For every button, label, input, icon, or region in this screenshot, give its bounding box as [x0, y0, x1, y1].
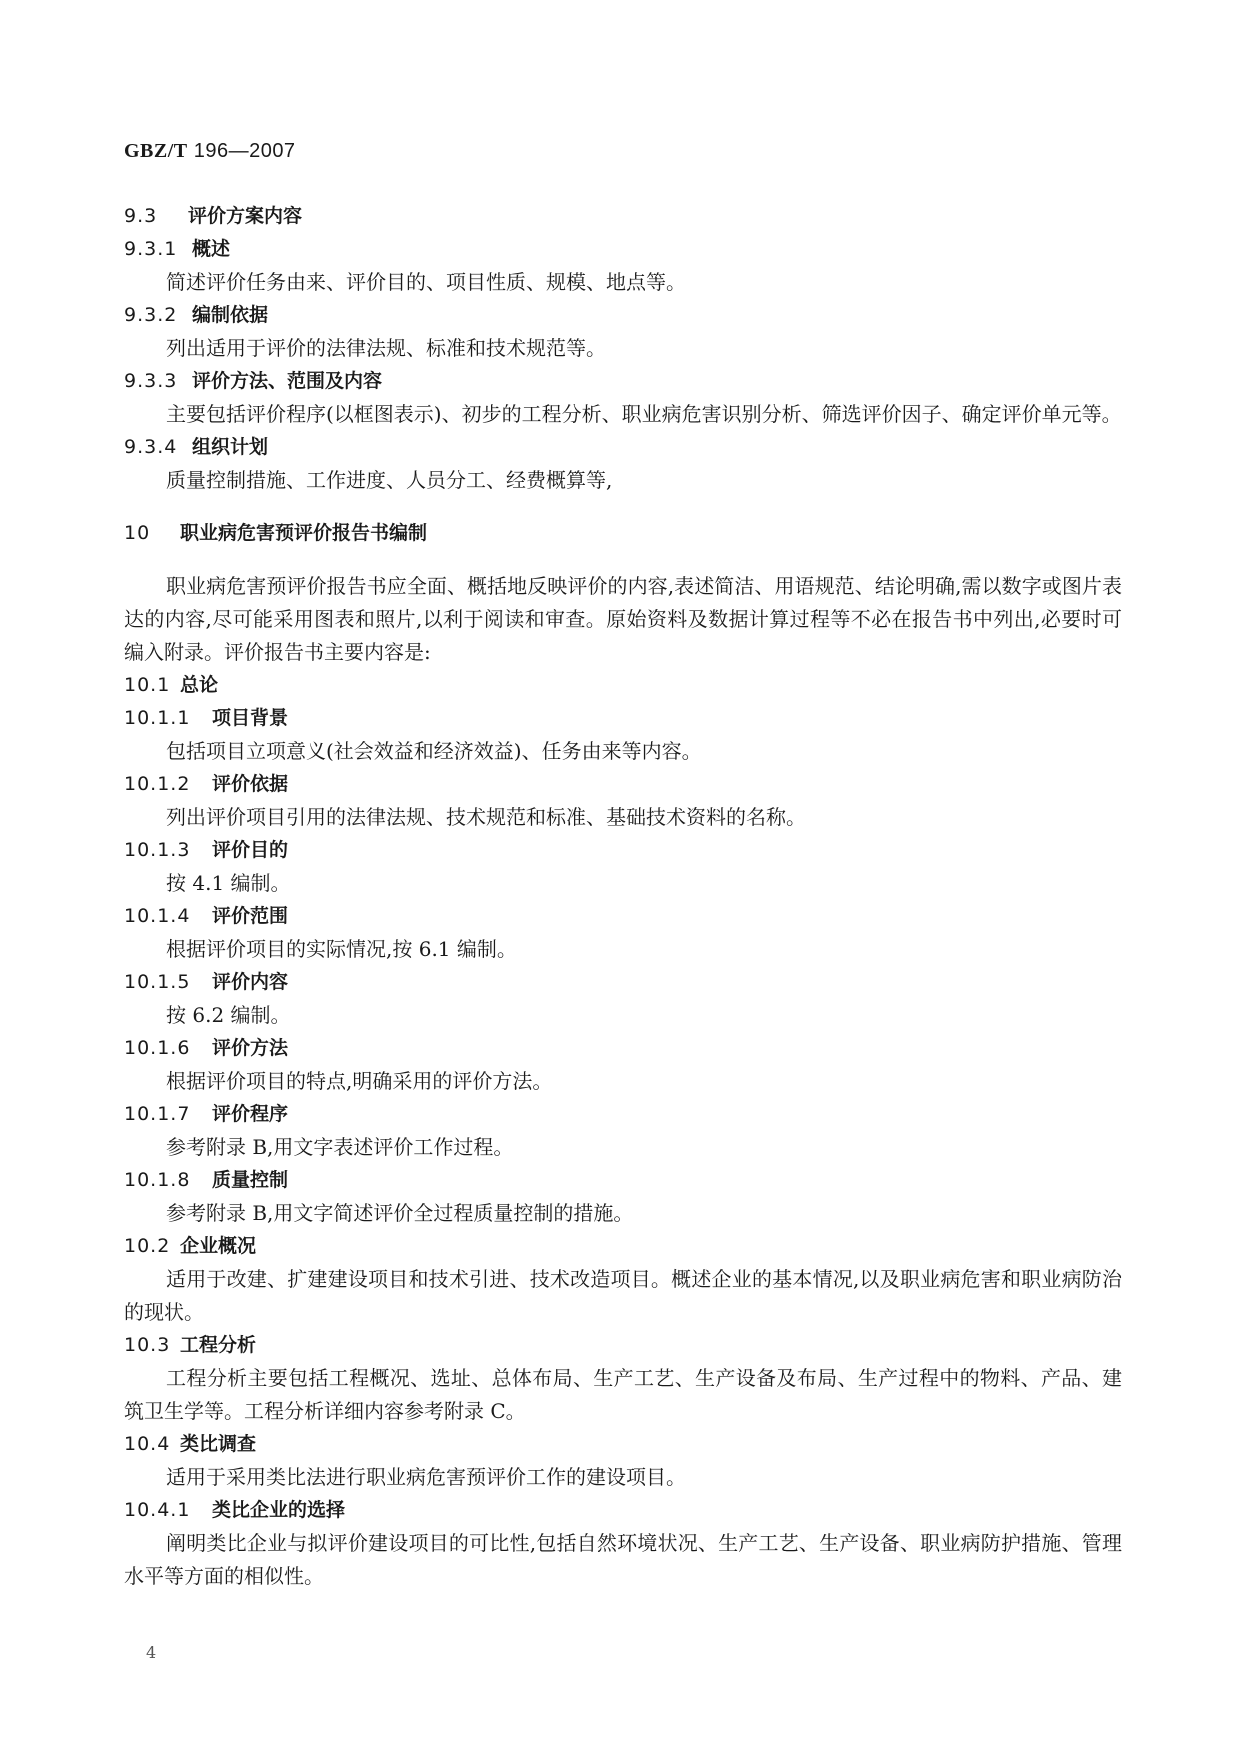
section-heading — [124, 1494, 1122, 1527]
section-title: 评价方法 — [212, 1037, 289, 1059]
section-number: 10.1.7 — [124, 1103, 191, 1125]
section-number: 10.1.1 — [124, 707, 191, 729]
paragraph: 列出适用于评价的法律法规、标准和技术规范等。 — [166, 336, 606, 360]
paragraph: 包括项目立项意义(社会效益和经济效益)、任务由来等内容。 — [166, 739, 702, 763]
paragraph: 质量控制措施、工作进度、人员分工、经费概算等, — [166, 468, 613, 492]
section-heading — [124, 365, 1122, 398]
section-heading — [124, 669, 1122, 702]
paragraph: 职业病危害预评价报告书应全面、概括地反映评价的内容,表述简洁、用语规范、结论明确,需以数字或图片表达的内容,尽可能采用图表和照片,以利于阅读和审查。原始资料及数据计算过程等不必在报告书中列出,必要时可编入附录。评价报告书主要内容是: — [124, 574, 1122, 664]
section-number: 10.1.6 — [124, 1037, 191, 1059]
section-number: 9.3.2 — [124, 304, 178, 326]
section-title: 总论 — [180, 674, 219, 696]
section-title: 职业病危害预评价报告书编制 — [180, 522, 428, 544]
section-heading — [124, 900, 1122, 933]
section-title: 类比企业的选择 — [212, 1499, 346, 1521]
section-number: 9.3 — [124, 205, 158, 227]
paragraph: 列出评价项目引用的法律法规、技术规范和标准、基础技术资料的名称。 — [166, 805, 806, 829]
paragraph: 工程分析主要包括工程概况、选址、总体布局、生产工艺、生产设备及布局、生产过程中的物料、产品、建筑卫生学等。工程分析详细内容参考附录 C。 — [124, 1366, 1122, 1423]
paragraph: 阐明类比企业与拟评价建设项目的可比性,包括自然环境状况、生产工艺、生产设备、职业病防护措施、管理水平等方面的相似性。 — [124, 1531, 1122, 1588]
section-number: 10.1.2 — [124, 773, 191, 795]
section-heading — [124, 1098, 1122, 1131]
section-heading — [124, 1329, 1122, 1362]
section-title: 评价范围 — [212, 905, 289, 927]
section-title: 编制依据 — [192, 304, 269, 326]
section-number: 10.4 — [124, 1433, 171, 1455]
page-number: 4 — [146, 1643, 157, 1662]
section-heading — [124, 517, 1122, 550]
section-heading — [124, 299, 1122, 332]
paragraph: 适用于采用类比法进行职业病危害预评价工作的建设项目。 — [166, 1465, 686, 1489]
section-title: 企业概况 — [180, 1235, 257, 1257]
section-number: 10.1 — [124, 674, 171, 696]
section-title: 质量控制 — [212, 1169, 289, 1191]
section-number: 10.1.4 — [124, 905, 191, 927]
section-heading — [124, 1164, 1122, 1197]
section-title: 评价依据 — [212, 773, 289, 795]
section-title: 组织计划 — [192, 436, 269, 458]
section-number: 9.3.3 — [124, 370, 178, 392]
paragraph: 按 4.1 编制。 — [166, 871, 291, 895]
section-number: 10.4.1 — [124, 1499, 191, 1521]
section-number: 10.3 — [124, 1334, 171, 1356]
section-number: 10 — [124, 522, 151, 544]
section-heading — [124, 1230, 1122, 1263]
document-body — [124, 200, 1122, 1593]
section-title: 项目背景 — [212, 707, 289, 729]
section-heading — [124, 702, 1122, 735]
section-number: 10.1.8 — [124, 1169, 191, 1191]
section-heading — [124, 233, 1122, 266]
paragraph: 简述评价任务由来、评价目的、项目性质、规模、地点等。 — [166, 270, 686, 294]
paragraph: 主要包括评价程序(以框图表示)、初步的工程分析、职业病危害识别分析、筛选评价因子、确定评价单元等。 — [166, 402, 1122, 426]
section-heading — [124, 768, 1122, 801]
section-number: 10.1.5 — [124, 971, 191, 993]
section-title: 评价方法、范围及内容 — [192, 370, 383, 392]
document-code — [124, 140, 296, 163]
standard-number: 196—2007 — [187, 140, 296, 162]
section-heading — [124, 1428, 1122, 1461]
section-number: 9.3.4 — [124, 436, 178, 458]
section-title: 工程分析 — [180, 1334, 257, 1356]
section-number: 10.1.3 — [124, 839, 191, 861]
paragraph: 适用于改建、扩建建设项目和技术引进、技术改造项目。概述企业的基本情况,以及职业病危害和职业病防治的现状。 — [124, 1267, 1122, 1324]
section-title: 类比调查 — [180, 1433, 257, 1455]
section-title: 评价方案内容 — [188, 205, 303, 227]
section-gap — [124, 497, 1122, 517]
section-heading — [124, 966, 1122, 999]
paragraph: 根据评价项目的特点,明确采用的评价方法。 — [166, 1069, 553, 1093]
section-number: 10.2 — [124, 1235, 171, 1257]
section-heading — [124, 200, 1122, 233]
section-title: 评价内容 — [212, 971, 289, 993]
section-heading — [124, 1032, 1122, 1065]
section-title: 评价目的 — [212, 839, 289, 861]
section-gap — [124, 550, 1122, 570]
paragraph: 根据评价项目的实际情况,按 6.1 编制。 — [166, 937, 517, 961]
section-title: 评价程序 — [212, 1103, 289, 1125]
section-number: 9.3.1 — [124, 238, 178, 260]
section-title: 概述 — [192, 238, 231, 260]
paragraph: 参考附录 B,用文字表述评价工作过程。 — [166, 1135, 514, 1159]
section-heading — [124, 834, 1122, 867]
paragraph: 按 6.2 编制。 — [166, 1003, 291, 1027]
paragraph: 参考附录 B,用文字简述评价全过程质量控制的措施。 — [166, 1201, 634, 1225]
standard-prefix: GBZ/T — [124, 140, 188, 162]
section-heading — [124, 431, 1122, 464]
